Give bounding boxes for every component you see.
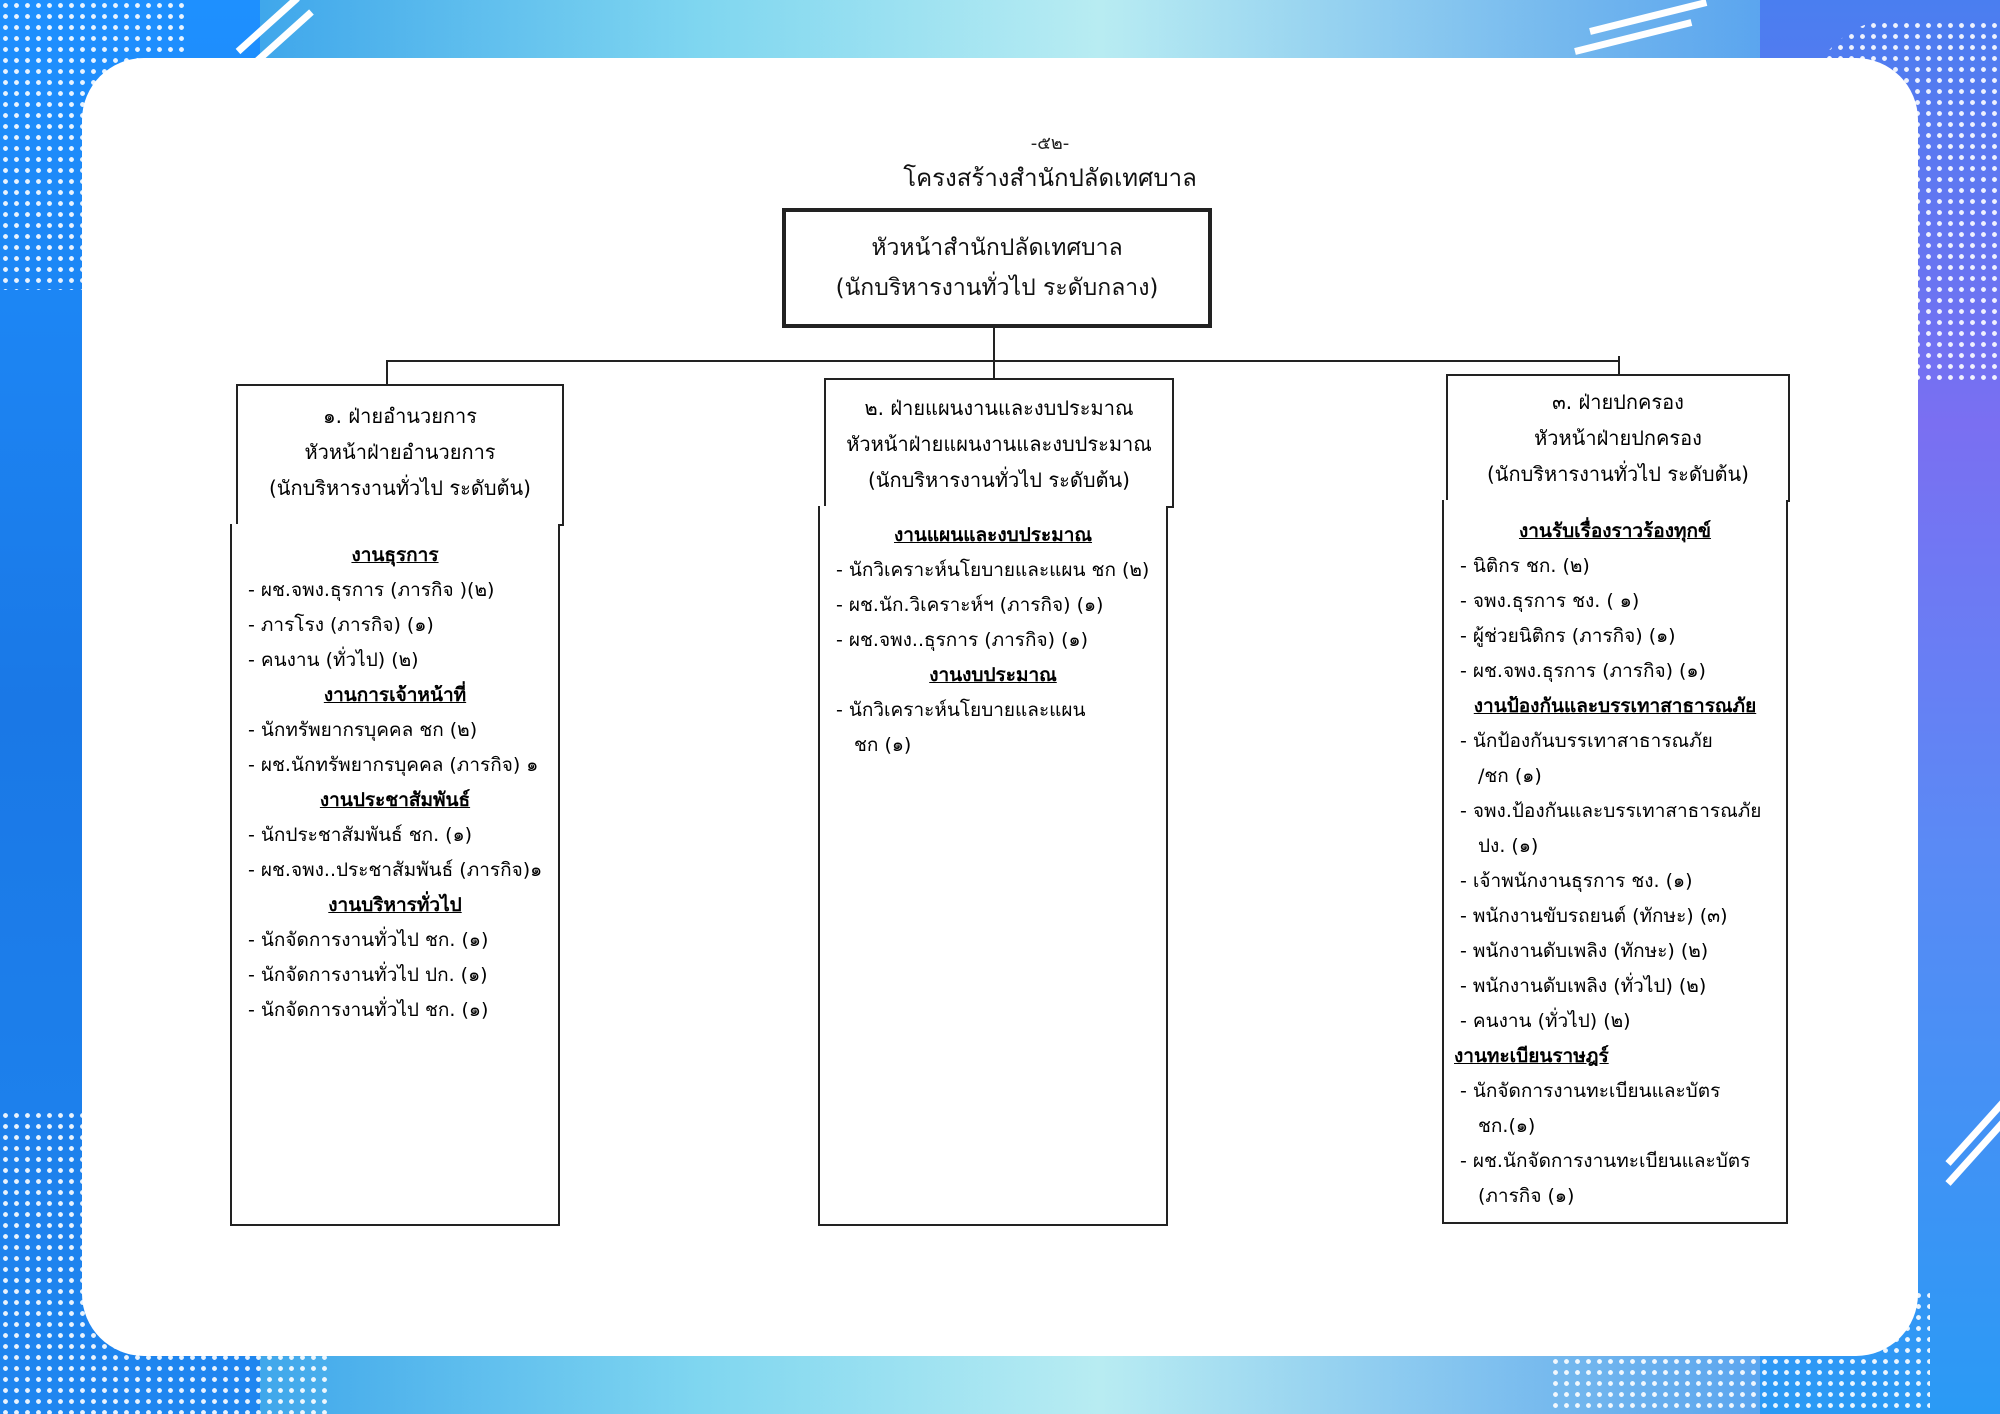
position-item: - จพง.ป้องกันและบรรเทาสาธารณภัย bbox=[1460, 800, 1762, 822]
dept-2-level: (นักบริหารงานทั่วไป ระดับต้น) bbox=[867, 468, 1130, 492]
chart-title: โครงสร้างสำนักปลัดเทศบาล bbox=[903, 164, 1197, 192]
position-item: - ผช.จพง.ธุรการ (ภารกิจ )(๒) bbox=[248, 579, 495, 601]
position-item: - จพง.ธุรการ ชง. ( ๑) bbox=[1460, 590, 1640, 612]
dept-2-header bbox=[824, 378, 1174, 508]
section-title: งานทะเบียนราษฎร์ bbox=[1454, 1045, 1609, 1067]
section-title: งานแผนและงบประมาณ bbox=[893, 524, 1093, 546]
position-item: - นักวิเคราะห์นโยบายและแผน bbox=[836, 699, 1086, 721]
dept-3-name: ๓. ฝ่ายปกครอง bbox=[1552, 390, 1684, 414]
position-item: - ผู้ช่วยนิติกร (ภารกิจ) (๑) bbox=[1460, 625, 1676, 647]
position-item: - นิติกร ชก. (๒) bbox=[1460, 555, 1590, 577]
section-title: งานป้องกันและบรรเทาสาธารณภัย bbox=[1473, 695, 1757, 717]
dept-3-head: หัวหน้าฝ่ายปกครอง bbox=[1534, 426, 1702, 450]
position-item: - ผช.นักทรัพยากรบุคคล (ภารกิจ) ๑ bbox=[248, 754, 539, 776]
connector-vertical-top bbox=[993, 328, 995, 362]
position-item: - นักวิเคราะห์นโยบายและแผน ชก (๒) bbox=[836, 559, 1150, 581]
section-title: งานงบประมาณ bbox=[929, 664, 1057, 686]
position-item: - ภารโรง (ภารกิจ) (๑) bbox=[248, 614, 434, 636]
dept-2-head: หัวหน้าฝ่ายแผนงานและงบประมาณ bbox=[846, 432, 1152, 456]
dept-1-head: หัวหน้าฝ่ายอำนวยการ bbox=[304, 440, 496, 464]
dept-3-body bbox=[1442, 500, 1788, 1224]
connector-dept2 bbox=[993, 360, 995, 378]
position-item: - ผช.จพง..ธุรการ (ภารกิจ) (๑) bbox=[836, 629, 1088, 651]
position-item: - นักจัดการงานทะเบียนและบัตร bbox=[1460, 1080, 1721, 1102]
position-item: - ผช.นัก.วิเคราะห์ฯ (ภารกิจ) (๑) bbox=[836, 594, 1104, 616]
head-level: (นักบริหารงานทั่วไป ระดับกลาง) bbox=[835, 275, 1159, 301]
stripe-decoration bbox=[1574, 19, 1692, 55]
position-item: - ผช.นักจัดการงานทะเบียนและบัตร bbox=[1460, 1150, 1751, 1172]
head-title: หัวหน้าสำนักปลัดเทศบาล bbox=[871, 235, 1123, 261]
position-item: - ผช.จพง.ธุรการ (ภารกิจ) (๑) bbox=[1460, 660, 1706, 682]
position-item-continued: /ชก (๑) bbox=[1478, 765, 1542, 787]
position-item: - นักจัดการงานทั่วไป ชก. (๑) bbox=[248, 929, 489, 951]
position-item: - นักจัดการงานทั่วไป ชก. (๑) bbox=[248, 999, 489, 1021]
dept-1-body bbox=[230, 524, 560, 1226]
position-item-continued: ชก (๑) bbox=[854, 734, 912, 756]
position-item: - นักทรัพยากรบุคคล ชก (๒) bbox=[248, 719, 478, 741]
position-item-continued: ปง. (๑) bbox=[1478, 835, 1539, 857]
dept-1-header bbox=[236, 384, 564, 526]
connector-dept1 bbox=[386, 360, 388, 384]
section-title: งานการเจ้าหน้าที่ bbox=[323, 684, 467, 706]
position-item: - คนงาน (ทั่วไป) (๒) bbox=[1460, 1010, 1631, 1032]
connector-horizontal bbox=[386, 360, 1620, 362]
position-item: - นักประชาสัมพันธ์ ชก. (๑) bbox=[248, 824, 473, 846]
dept-2-name: ๒. ฝ่ายแผนงานและงบประมาณ bbox=[864, 396, 1134, 420]
page-number: -๕๒- bbox=[1030, 133, 1070, 154]
position-item: - เจ้าพนักงานธุรการ ชง. (๑) bbox=[1460, 870, 1693, 892]
section-title: งานบริหารทั่วไป bbox=[328, 894, 462, 916]
position-item: - พนักงานดับเพลิง (ทักษะ) (๒) bbox=[1460, 940, 1709, 962]
section-title: งานประชาสัมพันธ์ bbox=[319, 789, 471, 811]
position-item-continued: (ภารกิจ (๑) bbox=[1478, 1185, 1575, 1207]
dept-3-header bbox=[1446, 374, 1790, 502]
dept-1-name: ๑. ฝ่ายอำนวยการ bbox=[322, 404, 478, 428]
connector-dept3 bbox=[1618, 356, 1620, 374]
position-item: - พนักงานดับเพลิง (ทั่วไป) (๒) bbox=[1460, 975, 1707, 997]
head-box bbox=[782, 208, 1212, 328]
section-title: งานรับเรื่องราวร้องทุกข์ bbox=[1518, 520, 1712, 542]
position-item: - คนงาน (ทั่วไป) (๒) bbox=[248, 649, 419, 671]
section-title: งานธุรการ bbox=[351, 544, 439, 566]
dept-2-body bbox=[818, 506, 1168, 1226]
position-item: - นักจัดการงานทั่วไป ปก. (๑) bbox=[248, 964, 488, 986]
position-item: - พนักงานขับรถยนต์ (ทักษะ) (๓) bbox=[1460, 905, 1728, 927]
dept-3-level: (นักบริหารงานทั่วไป ระดับต้น) bbox=[1486, 462, 1749, 486]
dept-1-level: (นักบริหารงานทั่วไป ระดับต้น) bbox=[268, 476, 531, 500]
position-item: - นักป้องกันบรรเทาสาธารณภัย bbox=[1460, 730, 1713, 752]
position-item: - ผช.จพง..ประชาสัมพันธ์ (ภารกิจ)๑ bbox=[248, 859, 543, 881]
position-item-continued: ชก.(๑) bbox=[1478, 1115, 1536, 1137]
